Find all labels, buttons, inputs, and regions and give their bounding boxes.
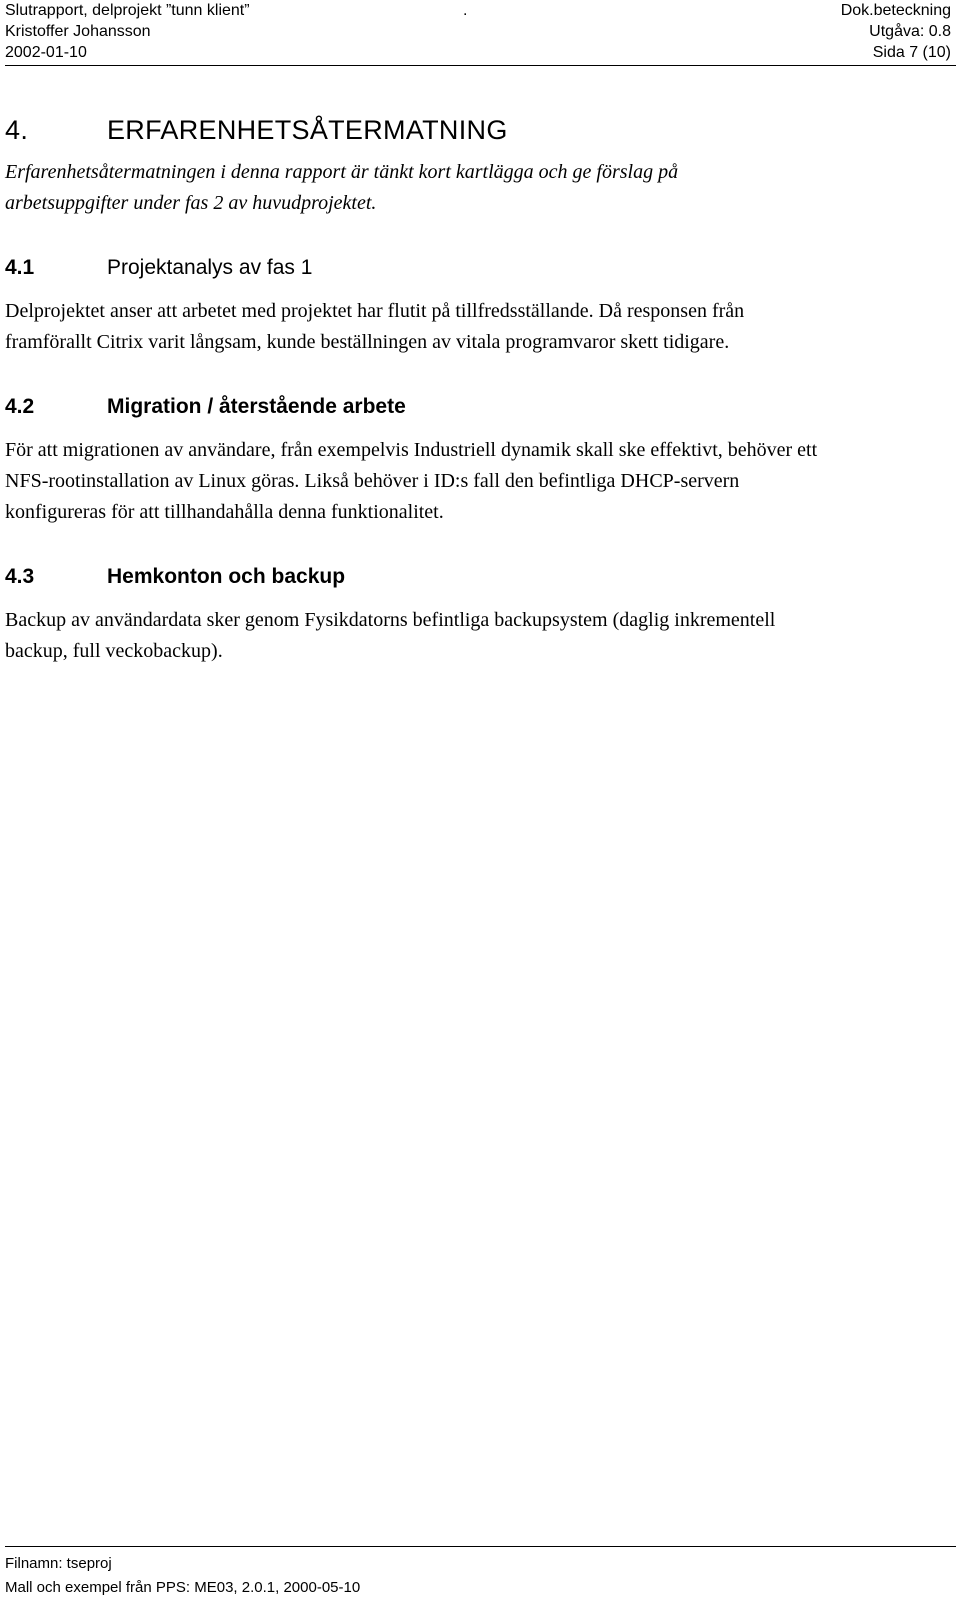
header-date: 2002-01-10 <box>5 44 87 61</box>
subsection-heading-4-2 <box>5 392 406 422</box>
header-dot: . <box>463 2 468 19</box>
subsection-heading-4-1 <box>5 253 313 283</box>
paragraph-line: framförallt Citrix varit långsam, kunde beställningen av vitala programvaror skett tidigare. <box>5 331 730 353</box>
section-heading <box>5 110 508 150</box>
section-intro <box>5 157 951 219</box>
header-row-2 <box>5 21 951 43</box>
subsection-title: Migration / återstående arbete <box>107 395 406 418</box>
subsection-title: Hemkonton och backup <box>107 565 346 588</box>
footer-template: Mall och exempel från PPS: ME03, 2.0.1, 2000-05-10 <box>5 1579 361 1596</box>
subsection-title: Projektanalys av fas 1 <box>107 256 313 279</box>
paragraph-line: arbetsuppgifter under fas 2 av huvudprojektet. <box>5 192 377 214</box>
paragraph-line: Backup av användardata sker genom Fysikdatorns befintliga backupsystem (daglig inkrementell <box>5 609 776 631</box>
section-title: ERFARENHETSÅTERMATNING <box>107 115 508 145</box>
header-divider <box>5 65 956 66</box>
paragraph-line: NFS-rootinstallation av Linux göras. Likså behöver i ID:s fall den befintliga DHCP-servern <box>5 470 740 492</box>
paragraph-line: Erfarenhetsåtermatningen i denna rapport är tänkt kort kartlägga och ge förslag på <box>5 161 679 183</box>
header-doc-title: Slutrapport, delprojekt ”tunn klient” <box>5 2 250 19</box>
subsection-number: 4.1 <box>5 256 35 279</box>
header-row-3 <box>5 42 951 64</box>
subsection-body-4-3 <box>5 605 951 667</box>
header-author: Kristoffer Johansson <box>5 23 151 40</box>
paragraph-line: Delprojektet anser att arbetet med projektet har flutit på tillfredsställande. Då responsen från <box>5 300 745 322</box>
header-row-1 <box>5 0 951 22</box>
header-doc-id: Dok.beteckning <box>840 2 951 19</box>
header-page-number: Sida 7 (10) <box>872 44 951 61</box>
subsection-body-4-1 <box>5 296 951 358</box>
section-number: 4. <box>5 115 29 145</box>
footer-filename: Filnamn: tseproj <box>5 1555 112 1572</box>
header-version: Utgåva: 0.8 <box>869 23 951 40</box>
subsection-heading-4-3 <box>5 562 346 592</box>
paragraph-line: konfigureras för att tillhandahålla denna funktionalitet. <box>5 501 444 523</box>
subsection-body-4-2 <box>5 435 951 528</box>
paragraph-line: backup, full veckobackup). <box>5 640 223 662</box>
paragraph-line: För att migrationen av användare, från exempelvis Industriell dynamik skall ske effektivt, behöver ett <box>5 439 818 461</box>
subsection-number: 4.2 <box>5 395 35 418</box>
footer-divider <box>5 1546 956 1547</box>
subsection-number: 4.3 <box>5 565 35 588</box>
